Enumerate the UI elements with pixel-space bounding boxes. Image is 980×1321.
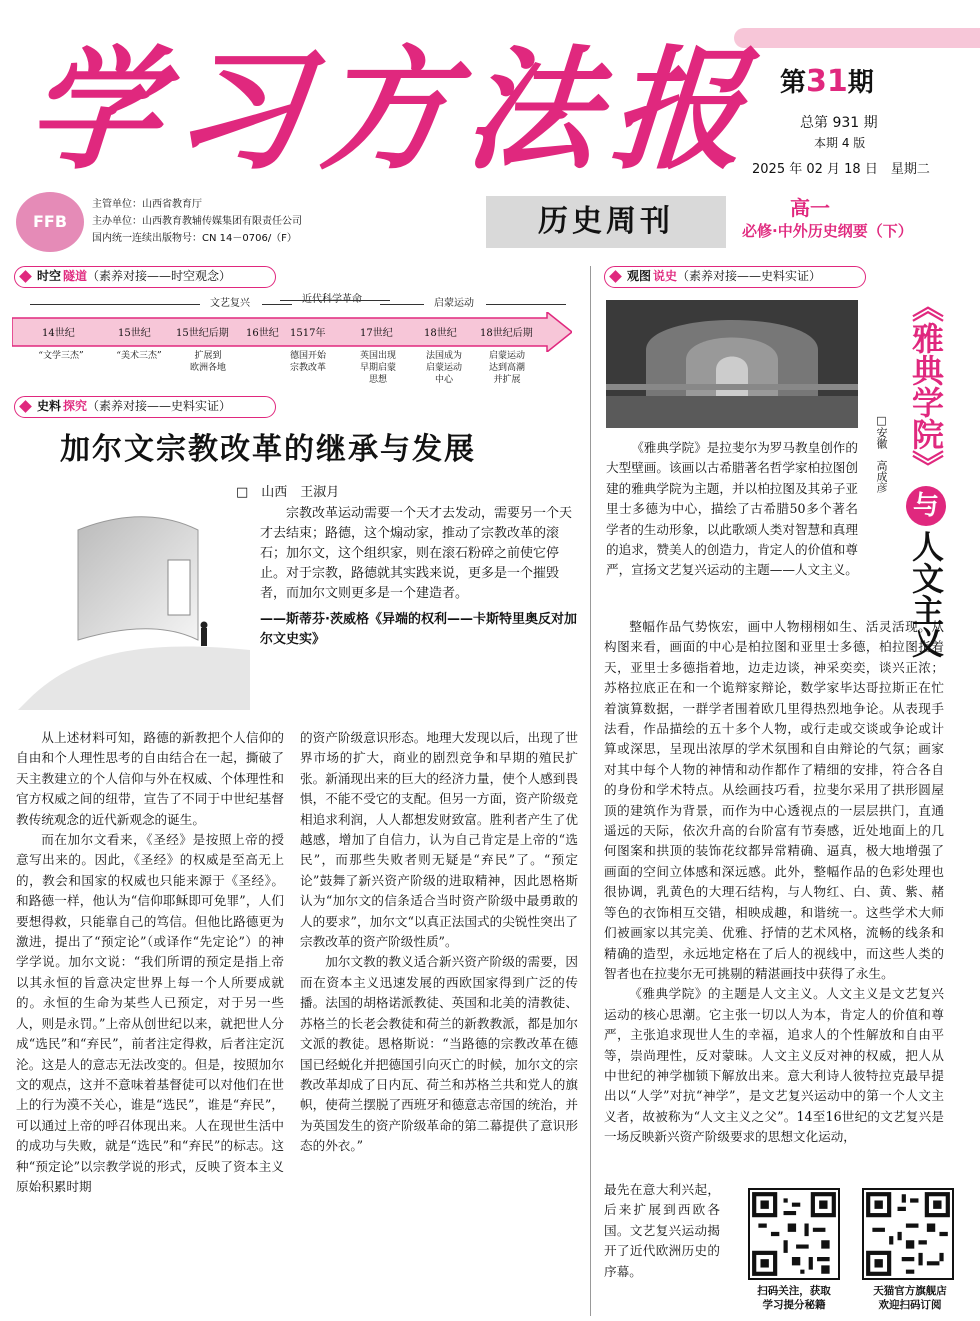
side-column-tail	[604, 1180, 720, 1282]
course-label: 必修·中外历史纲要（下）	[742, 222, 913, 240]
grade-label: 高一	[790, 196, 830, 220]
article-column-1	[16, 728, 284, 1197]
newspaper-logo: FFB	[16, 192, 84, 252]
side-column-main	[604, 617, 944, 1148]
band-renaissance: 文艺复兴	[210, 298, 250, 309]
qr-code[interactable]	[862, 1188, 954, 1280]
qr2-caption: 天猫官方旗舰店 欢迎扫码订阅	[873, 1285, 947, 1311]
band-enlightenment: 启蒙运动	[434, 298, 474, 309]
band-line	[380, 304, 424, 305]
timeline-century: 16世纪	[246, 328, 279, 339]
column-name: 历史周刊	[486, 196, 726, 248]
timeline-century: 18世纪	[424, 328, 457, 339]
paragraph: 《雅典学院》的主题是人文主义。人文主义是文艺复兴运动的核心思潮。它主张一切以人为本，肯定人的价值和尊严，主张追求现世人生的幸福，追求人的个性解放和自由平等，崇尚理性，反对蒙昧。人文主义反对神的权威，把人从中世纪的神学枷锁下解放出来。意大利诗人彼特拉克最早提出以“人学”对抗“神学”，是文艺复兴运动中的第一个人文主义者，故被称为“人文主义之父”。14至16世纪的文艺复兴是一场反映新兴资产阶级要求的思想文化运动，	[604, 986, 944, 1145]
timeline-event: “美术三杰”	[116, 351, 162, 361]
article-title: 加尔文宗教改革的继承与发展	[60, 432, 476, 467]
paragraph: 《雅典学院》是拉斐尔为罗马教皇创作的大型壁画。该画以古希腊著名哲学家柏拉图创建的雅典学院为主题，并以柏拉图及其弟子亚里士多德为中心，描绘了古希腊50多个著名学者的生动形象，以此歌颂人类对智慧和真理的追求，赞美人的创造力，肯定人的价值和尊严，宣扬文艺复兴运动的主题——人文主义。	[606, 440, 858, 578]
paragraph: 而在加尔文看来，《圣经》是按照上帝的授意写出来的。因此，《圣经》的权威是至高无上的，教会和国家的权威也只能来源于《圣经》。和路德一样，他认为“信仰耶稣即可免罪”，人们要想得救，只能靠自己的笃信。但他比路德更为激进，提出了“预定论”（或译作“先定论”）的神学学说。加尔文说：“我们所谓的预定是指上帝以其永恒的旨意决定世界上每一个人所要成就的。永恒的生命为某些人已预定，对于另一些人，则是永罚。”上帝从创世纪以来，就把世人分成“选民”和“弃民”，前者注定得救，后者注定沉沦。这是人的意志无法改变的。但是，按照加尔文的观点，这并不意味着基督徒可以对他们在世上的行为漠不关心，谁是“选民”，谁是“弃民”，可以通过上帝的呼召体现出来。人在现世生活中的成功与失败，就是“选民”和“弃民”的标志。这种“预定论”以宗教学说的形式，反映了资本主义原始积累时期	[16, 832, 284, 1194]
newspaper-title: 学习方法报	[22, 33, 764, 188]
timeline-century: 1517年	[290, 328, 326, 339]
total-issue: 总第 931 期	[800, 115, 878, 131]
side-article-author: □安徽 高成彦	[875, 413, 888, 493]
paragraph: 最先在意大利兴起，后来扩展到西欧各国。文艺复兴运动揭开了近代欧洲历史的序幕。	[604, 1182, 720, 1279]
publication-date: 2025 年 02 月 18 日 星期二	[752, 162, 930, 177]
qr-code[interactable]	[748, 1188, 840, 1280]
publisher-info: 主管单位：山西省教育厅 主办单位：山西教育教辅传媒集团有限责任公司 国内统一连续出版物号：CN 14－0706/（F）	[92, 199, 302, 244]
quote-source: ——斯蒂芬·茨威格《异端的权利——卡斯特里奥反对加尔文史实》	[260, 612, 577, 647]
side-article-title: 《雅典学院》 与 人文主义	[907, 290, 945, 658]
timeline-event: 英国出现 早期启蒙 思想	[359, 351, 396, 385]
article-column-2	[300, 728, 578, 1157]
school-of-athens-painting	[606, 300, 858, 428]
timeline-event: 德国开始 宗教改革	[289, 351, 326, 373]
paragraph: 的资产阶级意识形态。地理大发现以后，出现了世界市场的扩大，商业的剧烈竞争和早期的殖民扩张。新涌现出来的巨大的经济力量，使个人感到畏惧，不能不受它的支配。但另一方面，资产阶级竞相追求利润，人人都想发财致富。胜利者产生了优越感，增加了自信力，认为自己肯定是上帝的“选民”，而那些失败者则无疑是“弃民”了。“预定论”鼓舞了新兴资产阶级的进取精神，因此恩格斯认为“加尔文的信条适合当时资产阶级中最勇敢的人的要求”，加尔文“以真正法国式的尖锐性突出了宗教改革的资产阶级性质”。	[300, 730, 578, 950]
timeline-event: 扩展到 欧洲各地	[189, 351, 226, 373]
side-column-top	[606, 438, 858, 581]
band-line	[280, 300, 390, 301]
issue-number: 第31期	[780, 64, 874, 99]
timeline-event: 启蒙运动 达到高潮 并扩展	[488, 351, 525, 385]
top-accent-bar	[734, 28, 980, 48]
band-line	[30, 304, 200, 305]
paragraph: 整幅作品气势恢宏，画中人物栩栩如生、活灵活现。从构图来看，画面的中心是柏拉图和亚里士多德，柏拉图指着天，亚里士多德指着地，边走边谈，神采奕奕，谈兴正浓；苏格拉底正在和一个诡辩家辩论，数学家毕达哥拉斯正在忙着演算数据，一群学者围着欧几里得热烈地争论。从表现手法看，作品描绘的五十多个人物，或行走或交谈或争论或计算或深思，呈现出浓厚的学术氛围和自由辩论的气氛；画家对其中每个人物的神情和动作都作了精细的安排，符合各自的身份和学术特点。从绘画技巧看，拉斐尔采用了拱形圆屋顶的建筑作为背景，而作为中心透视点的一层层拱门，直通遥远的天际，依次升高的台阶富有节奏感，近处地面上的几何图案和拱顶的装饰花纹都异常精确、逼真，极大地增强了画面的空间立体感和深远感。此外，整幅作品的色彩处理也很协调，乳黄色的大理石结构，与人物红、白、黄、紫、赭等色的衣饰相互交错，相映成趣，和谐统一。这些学术大师们被画家以其完美、优雅、抒情的艺术风格，流畅的线条和精确的造型，永远地定格在了后人的视线中，而这些人类的智者也在拉斐尔无可挑剔的精湛画技中获得了永生。	[604, 619, 944, 981]
timeline-event: 法国成为 启蒙运动 中心	[425, 351, 462, 385]
timeline-century: 15世纪后期	[176, 328, 229, 339]
timeline-event: “文学三杰”	[38, 351, 84, 361]
timeline-century: 14世纪	[42, 328, 75, 339]
paragraph: 加尔文教的教义适合新兴资产阶级的需要，因而在资本主义迅速发展的西欧国家得到广泛的传播。法国的胡格诺派教徒、英国和北美的清教徒、苏格兰的长老会教徒和荷兰的新教教派，都是加尔文派的教徒。恩格斯说：“当路德的宗教改革在德国已经蜕化并把德国引向灭亡的时候，加尔文的宗教改革却成了日内瓦、荷兰和苏格兰共和党人的旗帜，使荷兰摆脱了西班牙和德意志帝国的统治，并为英国发生的资产阶级革命的第二幕提供了意识形态的外衣。”	[300, 954, 578, 1154]
side-section-label: 观图 说史（素养对接——史料实证）	[604, 266, 866, 288]
article-quote: 宗教改革运动需要一个天才去发动，需要另一个天才去结束；路德，这个煽动家，推动了宗教改革的滚石；加尔文，这个组织家，则在滚石粉碎之前使它停止。对于宗教，路德就其实践来说，更多是一个摧毁者，而加尔文则更多是一个建造者。	[260, 506, 573, 601]
qr1-caption: 扫码关注，获取 学习提分秘籍	[757, 1285, 831, 1311]
band-line	[262, 304, 292, 305]
paragraph: 从上述材料可知，路德的新教把个人信仰的自由和个人理性思考的自由结合在一起，撕破了天主教建立的个人信仰与外在权威、个体理性和官方权威之间的纽带，宣告了不同于中世纪基督教传统观念的近代新观念的诞生。	[16, 730, 284, 827]
timeline-section-label: 时空 隧道（素养对接——时空观念）	[14, 266, 276, 288]
band-line	[486, 304, 566, 305]
book-illustration	[18, 500, 250, 710]
timeline-century: 15世纪	[118, 328, 151, 339]
band-science-revolution: 近代科学革命	[302, 294, 362, 305]
page-count: 本期 4 版	[814, 136, 866, 150]
column-divider	[590, 266, 591, 1316]
article-author: □ 山西 王淑月	[236, 485, 340, 500]
article-section-label: 史料 探究（素养对接——史料实证）	[14, 396, 276, 418]
timeline-century: 18世纪后期	[480, 328, 533, 339]
timeline-century: 17世纪	[360, 328, 393, 339]
